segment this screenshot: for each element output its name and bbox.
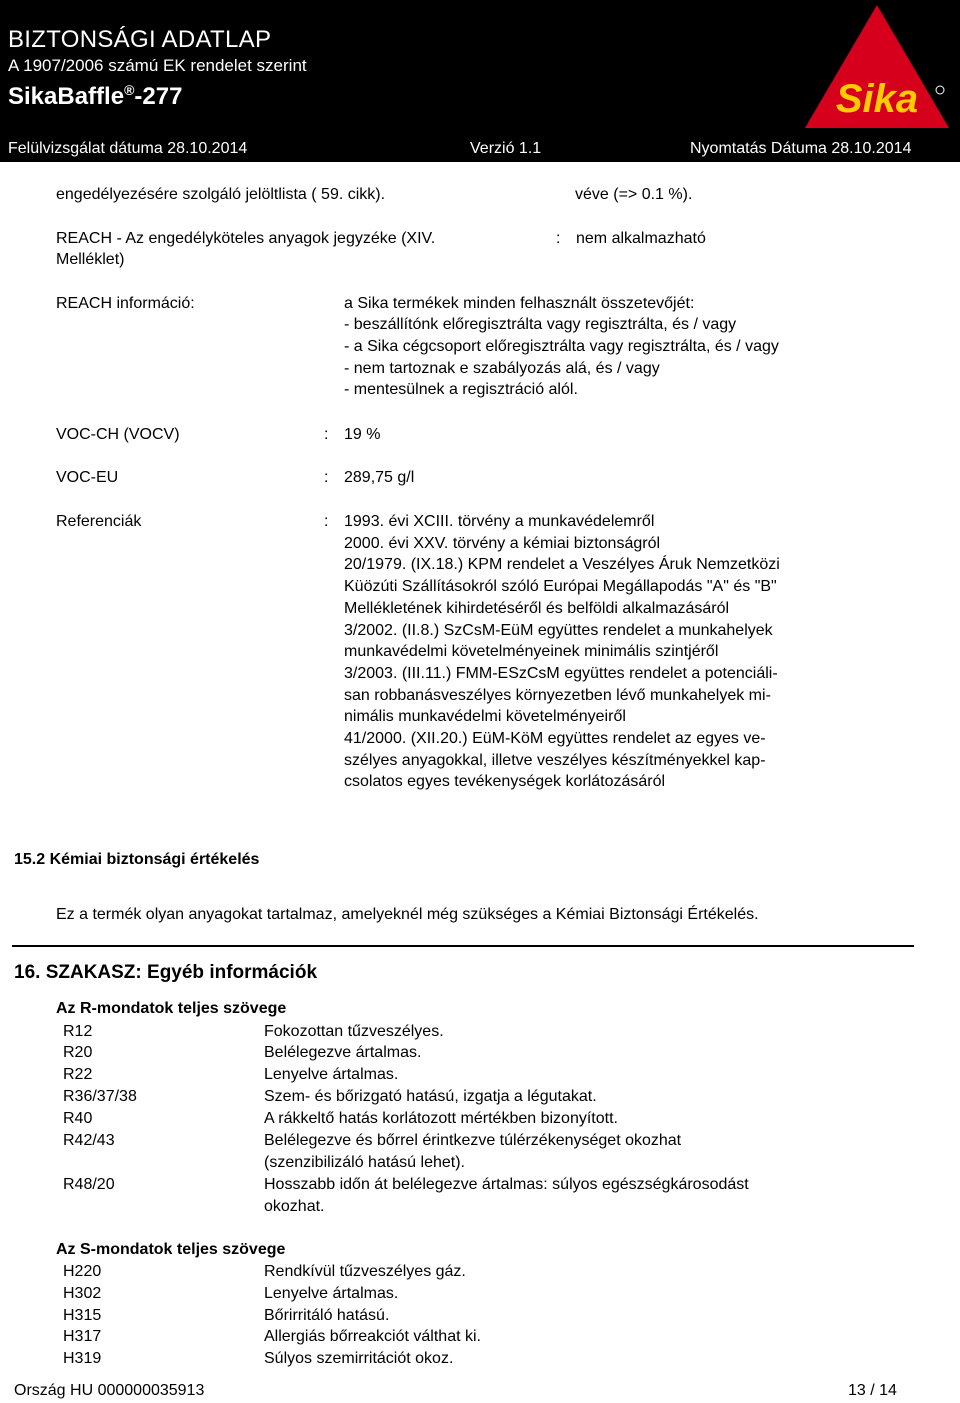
product-name: SikaBaffle®-277	[8, 82, 183, 110]
references-colon: :	[324, 513, 329, 530]
regulation-subtitle: A 1907/2006 számú EK rendelet szerint	[8, 56, 307, 75]
list-item: H315	[63, 1307, 102, 1324]
list-item: R48/20	[63, 1176, 115, 1193]
voc-eu-colon: :	[324, 469, 329, 486]
voc-ch-value: 19 %	[344, 426, 381, 443]
version: Verzió 1.1	[470, 140, 542, 157]
list-item: H319	[63, 1350, 102, 1367]
voc-eu-label: VOC-EU	[56, 469, 119, 486]
section-16-heading: 16. SZAKASZ: Egyéb információk	[14, 962, 318, 983]
print-date: Nyomtatás Dátuma 28.10.2014	[690, 140, 912, 157]
list-item: R40	[63, 1110, 93, 1127]
voc-ch-colon: :	[324, 426, 329, 443]
reach-info-label: REACH információ:	[56, 295, 195, 312]
list-item: H317	[63, 1328, 102, 1345]
reach-annex-label: REACH - Az engedélyköteles anyagok jegyzéke (XIV.	[56, 230, 436, 247]
list-item: R36/37/38	[63, 1088, 137, 1105]
authorization-value: véve (=> 0.1 %).	[575, 186, 693, 203]
references-label: Referenciák	[56, 513, 142, 530]
sika-logo-icon	[802, 2, 952, 130]
reach-annex-value: nem alkalmazható	[576, 230, 706, 247]
list-item: R20	[63, 1044, 93, 1061]
voc-ch-label: VOC-CH (VOCV)	[56, 426, 180, 443]
document-title: BIZTONSÁGI ADATLAP	[8, 26, 272, 53]
registered-mark: ®	[124, 82, 135, 98]
revision-date: Felülvizsgálat dátuma 28.10.2014	[8, 140, 248, 157]
list-item: R42/43	[63, 1132, 115, 1149]
reach-annex-colon: :	[556, 230, 561, 247]
list-item: H302	[63, 1285, 102, 1302]
reach-annex-label-cont: Melléklet)	[56, 251, 125, 268]
r-phrases-title: Az R-mondatok teljes szövege	[56, 1000, 287, 1017]
footer-country: Ország HU 000000035913	[14, 1382, 205, 1399]
s-phrases-title: Az S-mondatok teljes szövege	[56, 1241, 286, 1258]
svg-text:Sika: Sika	[835, 77, 919, 121]
section-15-2-heading: 15.2 Kémiai biztonsági értékelés	[14, 851, 260, 868]
section-divider	[12, 945, 914, 947]
list-item: H220	[63, 1263, 102, 1280]
section-15-2-text: Ez a termék olyan anyagokat tartalmaz, amelyeknél még szükséges a Kémiai Biztonsági Értékelés.	[56, 906, 759, 923]
authorization-label: engedélyezésére szolgáló jelöltlista ( 59. cikk).	[56, 186, 386, 203]
voc-eu-value: 289,75 g/l	[344, 469, 415, 486]
list-item: R22	[63, 1066, 93, 1083]
list-item: R12	[63, 1023, 93, 1040]
page-number: 13 / 14	[848, 1382, 897, 1399]
